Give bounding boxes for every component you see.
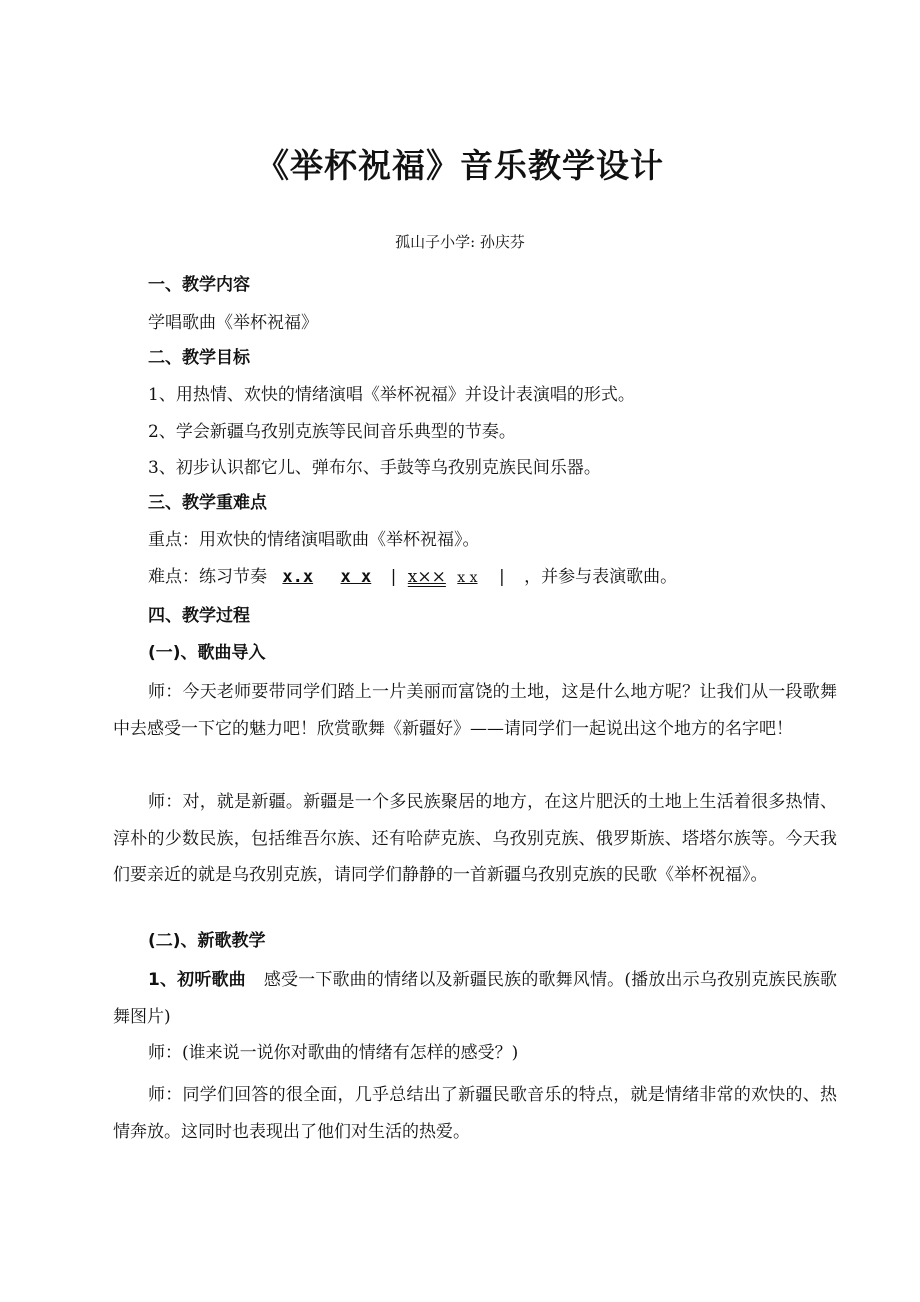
author-line: 孤山子小学: 孙庆芬 — [395, 233, 525, 251]
rhythm-barline-1: | — [390, 567, 397, 587]
subsection-heading-intro: (一)、歌曲导入 — [148, 643, 266, 663]
difficulty-tail: ，并参与表演歌曲。 — [524, 567, 678, 587]
rhythm-eighths: x x — [457, 570, 478, 586]
section-heading-process: 四、教学过程 — [148, 606, 250, 626]
paragraph-intro-2: 师：对，就是新疆。新疆是一个多民族聚居的地方，在这片肥沃的土地上生活着很多热情、淳朴的少数民族，包括维吾尔族、还有哈萨克族、乌孜别克族、俄罗斯族、塔塔尔族等。今天我们要亲近的就是乌孜别克族，请同学们静静的一首新疆乌孜别克族的民歌《举杯祝福》。 — [113, 792, 837, 885]
difficulty-label: 难点：练习节奏 — [148, 567, 267, 587]
paragraph-question: 师：(谁来说一说你对歌曲的情绪有怎样的感受？) — [148, 1043, 519, 1063]
goal-item-2: 2、学会新疆乌孜别克族等民间音乐典型的节奏。 — [148, 422, 516, 442]
rhythm-pair: x x — [340, 567, 372, 587]
step-1-label: 1、初听歌曲 — [148, 970, 246, 990]
section-heading-key-points: 三、教学重难点 — [148, 493, 267, 513]
section-heading-content: 一、教学内容 — [148, 275, 250, 295]
rhythm-barline-2: | — [498, 567, 505, 587]
paragraph-intro-1: 师：今天老师要带同学们踏上一片美丽而富饶的土地，这是什么地方呢？让我们从一段歌舞中去感受一下它的魅力吧！欣赏歌舞《新疆好》——请同学们一起说出这个地方的名字吧！ — [113, 682, 837, 739]
section-content-text: 学唱歌曲《举杯祝福》 — [148, 313, 318, 333]
paragraph-summary: 师：同学们回答的很全面，几乎总结出了新疆民歌音乐的特点，就是情绪非常的欢快的、热情奔放。这同时也表现出了他们对生活的热爱。 — [113, 1085, 837, 1142]
rhythm-dotted: x.x — [282, 567, 314, 587]
document-title: 《举杯祝福》音乐教学设计 — [256, 146, 664, 185]
step-1-text: 感受一下歌曲的情绪以及新疆民族的歌舞风情。(播放出示乌孜别克族民族歌舞图片) — [113, 970, 837, 1027]
subsection-heading-new-song: (二)、新歌教学 — [148, 931, 266, 951]
difficulty-line — [148, 564, 677, 591]
key-point-text: 重点：用欢快的情绪演唱歌曲《举杯祝福》。 — [148, 530, 480, 550]
section-heading-goals: 二、教学目标 — [148, 348, 250, 368]
rhythm-triplet: x×× — [407, 567, 446, 587]
goal-item-1: 1、用热情、欢快的情绪演唱《举杯祝福》并设计表演唱的形式。 — [148, 385, 635, 405]
goal-item-3: 3、初步认识都它儿、弹布尔、手鼓等乌孜别克族民间乐器。 — [148, 458, 601, 478]
paragraph-step-1 — [113, 962, 837, 1035]
